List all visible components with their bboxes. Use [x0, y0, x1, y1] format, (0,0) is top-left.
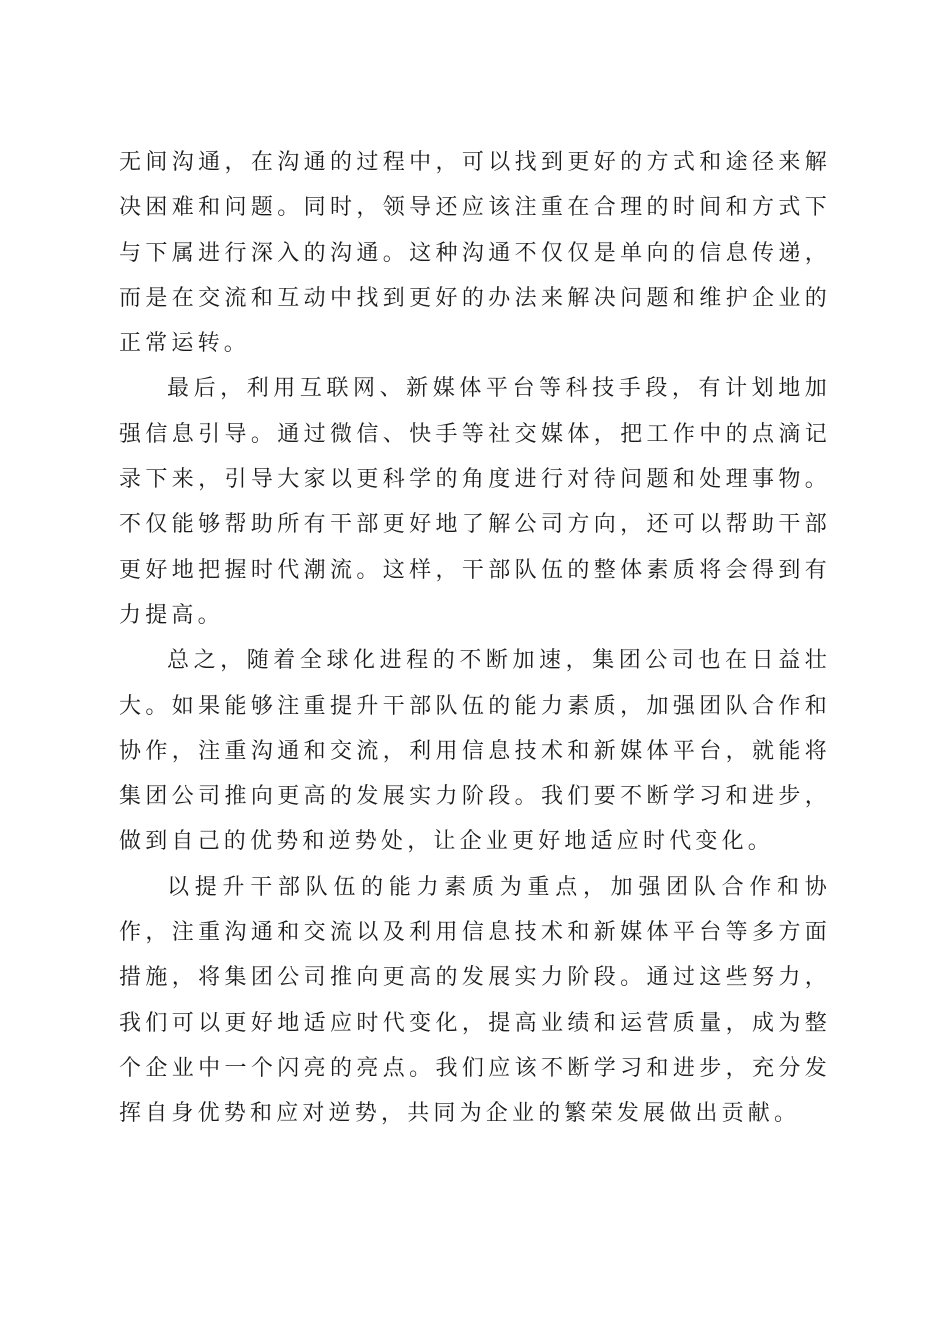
- paragraph-in-summary: 总之，随着全球化进程的不断加速，集团公司也在日益壮大。如果能够注重提升干部队伍的能力素质，加强团队合作和协作，注重沟通和交流，利用信息技术和新媒体平台，就能将集团公司推向更高的发展实力阶段。我们要不断学习和进步，做到自己的优势和逆势处，让企业更好地适应时代变化。: [119, 648, 831, 855]
- paragraph-conclusion: 以提升干部队伍的能力素质为重点，加强团队合作和协作，注重沟通和交流以及利用信息技术和新媒体平台等多方面措施，将集团公司推向更高的发展实力阶段。通过这些努力，我们可以更好地适应时代变化，提高业绩和运营质量，成为整个企业中一个闪亮的亮点。我们应该不断学习和进步，充分发挥自身优势和应对逆势，共同为企业的繁荣发展做出贡献。: [119, 874, 831, 1127]
- document-body: [119, 140, 831, 1137]
- paragraph-continuation: 无间沟通，在沟通的过程中，可以找到更好的方式和途径来解决困难和问题。同时，领导还应该注重在合理的时间和方式下与下属进行深入的沟通。这种沟通不仅仅是单向的信息传递，而是在交流和互动中找到更好的办法来解决问题和维护企业的正常运转。: [119, 150, 831, 357]
- paragraph-finally: 最后，利用互联网、新媒体平台等科技手段，有计划地加强信息引导。通过微信、快手等社交媒体，把工作中的点滴记录下来，引导大家以更科学的角度进行对待问题和处理事物。不仅能够帮助所有干部更好地了解公司方向，还可以帮助干部更好地把握时代潮流。这样，干部队伍的整体素质将会得到有力提高。: [119, 376, 831, 628]
